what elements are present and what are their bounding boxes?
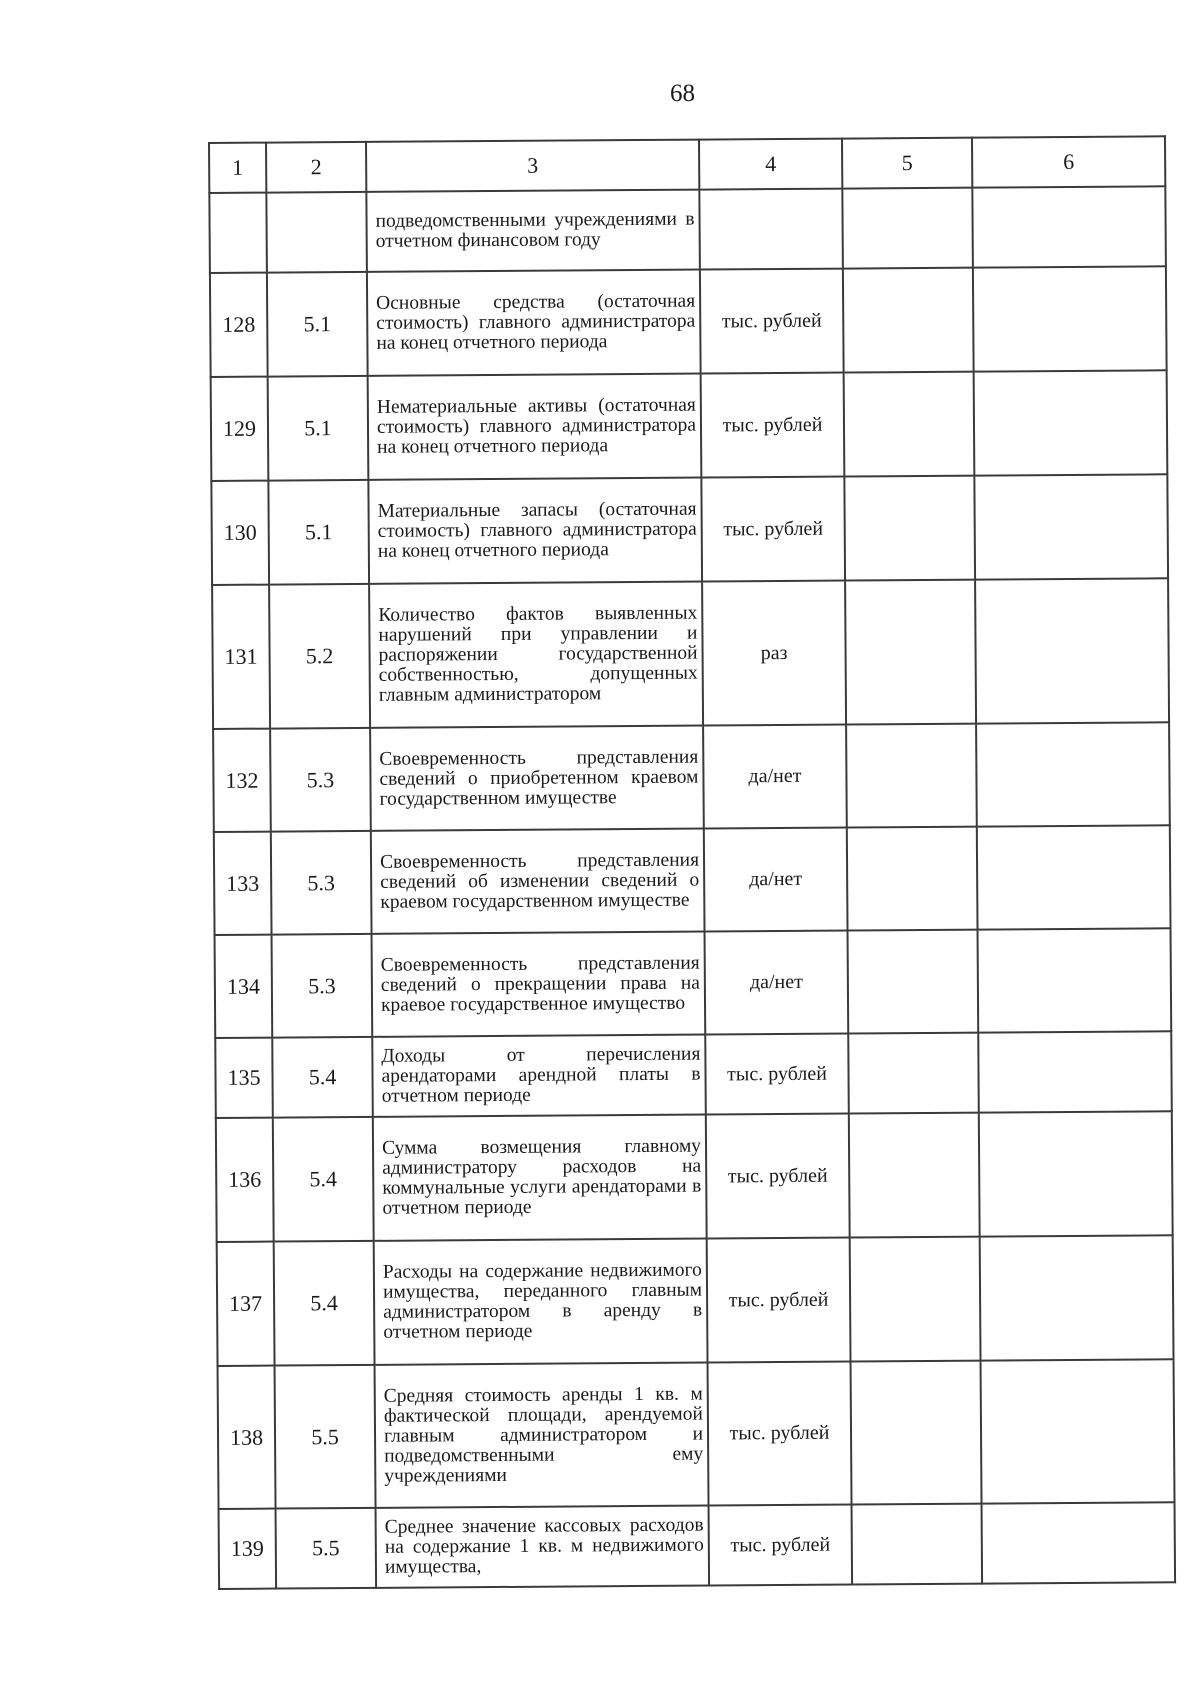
row-indicator-name: Сумма возмещения главному администратору расходов на коммунальные услуги арендаторами в отчетном периоде <box>373 1115 707 1241</box>
row-unit: тыс. рублей <box>706 1114 850 1239</box>
row-number: 129 <box>211 377 269 481</box>
table-row <box>213 722 1170 832</box>
row-code: 5.1 <box>268 480 369 585</box>
row-number: 131 <box>212 585 270 729</box>
row-col-6 <box>977 825 1171 929</box>
row-col-6 <box>978 928 1172 1032</box>
row-col-5 <box>848 930 979 1034</box>
row-col-6 <box>972 186 1166 267</box>
row-number: 138 <box>218 1366 276 1509</box>
row-indicator-name: подведомственными учреждениями в отчетном финансовом году <box>366 190 700 272</box>
row-unit: тыс. рублей <box>708 1362 852 1506</box>
row-number: 135 <box>215 1038 273 1118</box>
table-header-row <box>209 136 1165 193</box>
row-indicator-name: Среднее значение кассовых расходов на содержание 1 кв. м недвижимого имущества, <box>376 1506 710 1588</box>
row-col-6 <box>982 1502 1176 1583</box>
row-col-6 <box>981 1359 1175 1503</box>
row-col-5 <box>844 476 975 581</box>
row-code: 5.1 <box>268 376 369 481</box>
row-number <box>209 193 267 273</box>
row-indicator-name: Своевременность представления сведений об изменении сведений о краевом государственном имуществе <box>371 829 705 934</box>
row-unit: тыс. рублей <box>709 1505 853 1586</box>
table-row <box>209 186 1166 273</box>
row-col-5 <box>849 1113 980 1238</box>
row-unit: тыс. рублей <box>701 477 845 582</box>
row-col-5 <box>845 580 976 725</box>
row-number: 137 <box>217 1242 275 1366</box>
header-col-2: 2 <box>266 142 366 193</box>
table-row <box>217 1235 1174 1366</box>
row-code: 5.3 <box>270 728 371 832</box>
table-row <box>215 1031 1172 1118</box>
row-col-6 <box>975 578 1169 723</box>
row-code: 5.5 <box>275 1365 376 1509</box>
row-col-6 <box>978 1031 1172 1112</box>
table-row <box>215 928 1172 1038</box>
indicators-table <box>208 135 1176 1590</box>
row-col-5 <box>850 1237 981 1362</box>
row-unit: да/нет <box>703 725 847 829</box>
row-code: 5.4 <box>274 1241 375 1366</box>
row-col-5 <box>847 827 978 931</box>
row-col-5 <box>852 1504 983 1585</box>
row-unit: да/нет <box>705 931 849 1035</box>
row-unit: да/нет <box>704 828 848 932</box>
row-col-5 <box>843 268 974 373</box>
row-col-6 <box>980 1235 1174 1360</box>
row-col-6 <box>974 370 1168 475</box>
table-row <box>211 474 1168 585</box>
row-col-5 <box>851 1361 982 1505</box>
row-code: 5.4 <box>273 1117 374 1242</box>
row-indicator-name: Нематериальные активы (остаточная стоимость) главного администратора на конец отчетного периода <box>368 374 702 480</box>
table-row <box>214 825 1171 935</box>
header-col-3: 3 <box>366 140 699 192</box>
row-indicator-name: Материальные запасы (остаточная стоимость) главного администратора на конец отчетного периода <box>368 478 702 584</box>
table-row <box>211 370 1168 481</box>
row-unit: раз <box>702 581 846 726</box>
row-col-5 <box>848 1033 979 1114</box>
row-indicator-name: Основные средства (остаточная стоимость) главного администратора на конец отчетного периода <box>367 270 701 376</box>
table-row <box>219 1502 1176 1589</box>
row-col-6 <box>979 1111 1173 1236</box>
row-col-5 <box>844 372 975 477</box>
row-code <box>266 192 367 273</box>
row-code: 5.5 <box>276 1508 377 1589</box>
row-unit: тыс. рублей <box>705 1034 849 1115</box>
row-indicator-name: Средняя стоимость аренды 1 кв. м фактической площади, арендуемой главным администратором и подведомственными ему учреждениями <box>375 1363 709 1508</box>
page-number: 68 <box>670 80 695 107</box>
row-number: 134 <box>215 935 273 1038</box>
row-unit: тыс. рублей <box>700 269 844 374</box>
row-code: 5.3 <box>272 934 373 1038</box>
row-col-6 <box>973 266 1167 371</box>
row-number: 132 <box>213 729 271 832</box>
row-indicator-name: Количество фактов выявленных нарушений при управлении и распоряжении государственной собственностью, допущенных главным администратором <box>369 582 703 728</box>
row-code: 5.2 <box>269 584 370 729</box>
table-row <box>210 266 1167 377</box>
row-col-6 <box>976 722 1170 826</box>
row-col-5 <box>846 724 977 828</box>
row-number: 128 <box>210 273 268 377</box>
row-number: 139 <box>219 1509 277 1589</box>
header-col-1: 1 <box>209 143 266 193</box>
row-indicator-name: Расходы на содержание недвижимого имущества, переданного главным администратором в аренду в отчетном периоде <box>374 1239 708 1365</box>
row-code: 5.1 <box>267 272 368 377</box>
row-indicator-name: Своевременность представления сведений о прекращении права на краевое государственное имущество <box>372 932 706 1037</box>
row-number: 133 <box>214 832 272 935</box>
table-row <box>218 1359 1175 1509</box>
row-unit: тыс. рублей <box>707 1238 851 1363</box>
row-indicator-name: Доходы от перечисления арендаторами арендной платы в отчетном периоде <box>372 1035 706 1117</box>
row-col-6 <box>974 474 1168 579</box>
row-col-5 <box>842 188 973 269</box>
header-col-4: 4 <box>699 139 842 190</box>
row-unit <box>699 189 843 270</box>
row-unit: тыс. рублей <box>701 373 845 478</box>
row-indicator-name: Своевременность представления сведений о приобретенном краевом государственном имуществе <box>370 726 704 831</box>
table-row <box>216 1111 1173 1242</box>
row-code: 5.3 <box>271 831 372 935</box>
row-number: 130 <box>211 481 269 585</box>
row-code: 5.4 <box>272 1037 373 1118</box>
header-col-6: 6 <box>972 136 1165 187</box>
row-number: 136 <box>216 1118 274 1242</box>
table-row <box>212 578 1169 729</box>
header-col-5: 5 <box>842 138 972 189</box>
